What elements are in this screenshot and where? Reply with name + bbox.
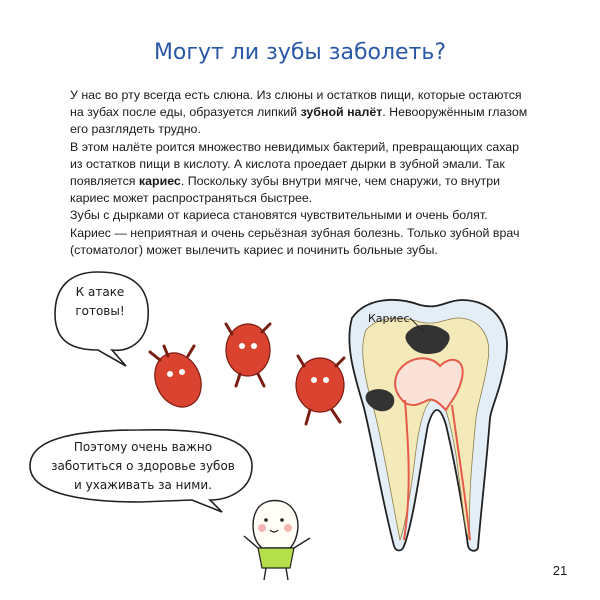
page-number: 21 bbox=[552, 563, 568, 578]
bacterium-3 bbox=[296, 356, 344, 424]
tooth-character bbox=[244, 501, 310, 581]
paragraph-1-text: У нас во рту всегда есть слюна. Из слюны и остатков пищи, которые остаются на зубах после еды, образуется липкий bbox=[70, 88, 522, 120]
bacteria-speech-text bbox=[62, 283, 138, 321]
term-plaque: зубной налёт bbox=[300, 105, 383, 120]
bubble-line: заботиться о здоровье зубов bbox=[51, 459, 235, 473]
bubble-line: и ухаживать за ними. bbox=[74, 478, 212, 492]
paragraph-2-text-end: . Поскольку зубы внутри мягче, чем снаружи, то внутри кариес может распространяться быстрее. bbox=[70, 174, 501, 206]
paragraph-2-text: В этом налёте роится множество невидимых бактерий, превращающих сахар из остатков пищи в кислоту. А кислота проедает дырки в зубной эмали. Так появляется bbox=[70, 139, 520, 189]
bacterium-2 bbox=[226, 324, 270, 386]
page-title: Могут ли зубы заболеть? bbox=[153, 40, 447, 65]
paragraph-3: Зубы с дырками от кариеса становятся чувствительными и очень болят. Кариес — неприятная и очень серьёзная зубная болезнь. Только зубной врач (стоматолог) может вылечить кариес и починить больные зубы. bbox=[70, 208, 520, 257]
bacterium-1 bbox=[146, 345, 210, 414]
tooth-cross-section bbox=[349, 300, 507, 551]
term-caries: кариес bbox=[138, 174, 181, 189]
bubble-line: К атаке bbox=[75, 285, 125, 299]
caries-label: Кариес bbox=[368, 312, 410, 325]
bubble-line: готовы! bbox=[75, 304, 125, 318]
bubble-line: Поэтому очень важно bbox=[73, 440, 213, 454]
tooth-speech-text bbox=[38, 438, 248, 495]
paragraph-1-text-end: . Невооружённым глазом его разглядеть трудно. bbox=[70, 105, 528, 137]
